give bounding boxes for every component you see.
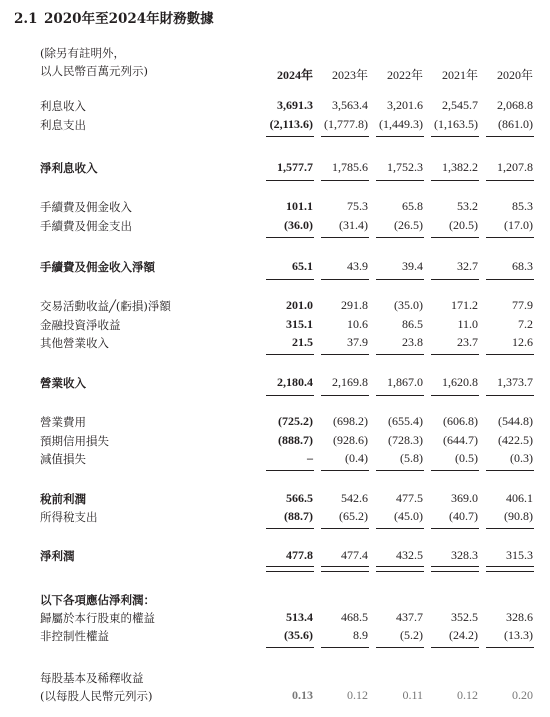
- row-label: 稅前利潤: [40, 492, 86, 506]
- cell-2022: 0.11: [402, 688, 423, 702]
- table-row-profit-before-tax: [0, 491, 550, 508]
- cell-2021: 2,545.7: [442, 98, 478, 112]
- cell-2020: (17.0): [504, 218, 533, 232]
- cell-2023: 8.9: [353, 628, 368, 642]
- cell-2024: 477.8: [286, 548, 313, 562]
- cell-2021: (1,163.5): [434, 117, 478, 131]
- underline: [431, 180, 479, 181]
- table-row-fee-income: [0, 199, 550, 216]
- double-underline: [431, 566, 479, 572]
- row-label: 手續費及佣金支出: [40, 219, 132, 233]
- cell-2022: (728.3): [388, 433, 423, 447]
- row-label: 利息收入: [40, 99, 86, 113]
- underline: [431, 237, 479, 238]
- underline: [266, 237, 314, 238]
- double-underline: [376, 566, 424, 572]
- cell-2023: (928.6): [333, 433, 368, 447]
- underline: [321, 354, 369, 355]
- cell-2024: 65.1: [292, 259, 313, 273]
- cell-2022: 1,867.0: [387, 375, 423, 389]
- underline: [376, 528, 424, 529]
- cell-2022: (35.0): [394, 298, 423, 312]
- cell-2021: 32.7: [457, 259, 478, 273]
- double-underline: [321, 566, 369, 572]
- row-label: 其他營業收入: [40, 336, 109, 350]
- cell-2020: (90.8): [504, 509, 533, 523]
- cell-2020: 68.3: [512, 259, 533, 273]
- cell-2021: (606.8): [443, 414, 478, 428]
- underline: [431, 279, 479, 280]
- table-row-fee-expense: [0, 218, 550, 235]
- cell-2021: 53.2: [457, 199, 478, 213]
- cell-2021: 11.0: [457, 317, 478, 331]
- table-row-net-profit: [0, 548, 550, 565]
- table-row-operating-income: [0, 375, 550, 392]
- cell-2021: 369.0: [451, 491, 478, 505]
- section-number: 2.1: [14, 11, 38, 27]
- cell-2022: (26.5): [394, 218, 423, 232]
- underline: [376, 136, 424, 137]
- cell-2021: 352.5: [451, 610, 478, 624]
- cell-2023: (698.2): [333, 414, 368, 428]
- cell-2020: 315.3: [506, 548, 533, 562]
- cell-2024: (2,113.6): [269, 117, 313, 131]
- table-row-eps: [0, 688, 550, 705]
- cell-2021: (644.7): [443, 433, 478, 447]
- cell-2022: (5.2): [400, 628, 423, 642]
- table-row-interest-income: [0, 98, 550, 115]
- table-row-attributable-heading: [0, 592, 550, 609]
- underline: [486, 528, 534, 529]
- cell-2020: 77.9: [512, 298, 533, 312]
- row-label: 利息支出: [40, 118, 86, 132]
- cell-2022: (45.0): [394, 509, 423, 523]
- table-row-other-income: [0, 335, 550, 352]
- cell-2024: 0.13: [292, 688, 313, 702]
- cell-2024: (88.7): [284, 509, 313, 523]
- column-header-2021: 2021年: [441, 68, 478, 82]
- row-label: (以每股人民幣元列示): [40, 689, 153, 703]
- cell-2023: (0.4): [345, 451, 368, 465]
- cell-2021: (40.7): [449, 509, 478, 523]
- cell-2020: (13.3): [504, 628, 533, 642]
- cell-2021: 23.7: [457, 335, 478, 349]
- row-label: 營業收入: [40, 376, 86, 390]
- cell-2020: (861.0): [498, 117, 533, 131]
- table-row-net-interest-income: [0, 160, 550, 177]
- column-header-2022: 2022年: [386, 68, 423, 82]
- cell-2024: (35.6): [284, 628, 313, 642]
- cell-2022: 23.8: [402, 335, 423, 349]
- cell-2024: 3,691.3: [277, 98, 313, 112]
- table-row-impairment-loss: [0, 451, 550, 468]
- cell-2023: 477.4: [341, 548, 368, 562]
- cell-2021: (20.5): [449, 218, 478, 232]
- table-row-expected-credit-loss: [0, 433, 550, 450]
- row-label: 以下各項應佔淨利潤：: [40, 593, 155, 607]
- section-heading: [14, 7, 214, 27]
- cell-2023: 542.6: [341, 491, 368, 505]
- underline: [431, 354, 479, 355]
- underline: [486, 395, 534, 396]
- cell-2020: (0.3): [510, 451, 533, 465]
- underline: [376, 180, 424, 181]
- underline: [431, 395, 479, 396]
- underline: [266, 180, 314, 181]
- cell-2022: 477.5: [396, 491, 423, 505]
- column-header-row: [0, 66, 550, 83]
- underline: [321, 136, 369, 137]
- row-label: 減值損失: [40, 452, 86, 466]
- cell-2023: 43.9: [347, 259, 368, 273]
- cell-2022: (1,449.3): [379, 117, 423, 131]
- underline: [486, 354, 534, 355]
- cell-2024: (888.7): [278, 433, 313, 447]
- row-label: 淨利息收入: [40, 161, 98, 175]
- column-header-2024: 2024年: [276, 68, 313, 82]
- cell-2023: 1,785.6: [332, 160, 368, 174]
- underline: [376, 237, 424, 238]
- underline: [321, 237, 369, 238]
- cell-2022: 432.5: [396, 548, 423, 562]
- cell-2021: 1,382.2: [442, 160, 478, 174]
- cell-2024: –: [307, 451, 313, 465]
- underline: [486, 237, 534, 238]
- cell-2022: (655.4): [388, 414, 423, 428]
- underline: [321, 647, 369, 648]
- cell-2020: (422.5): [498, 433, 533, 447]
- cell-2020: 0.20: [512, 688, 533, 702]
- cell-2022: (5.8): [400, 451, 423, 465]
- cell-2023: 468.5: [341, 610, 368, 624]
- row-label: 營業費用: [40, 415, 86, 429]
- row-label: 手續費及佣金收入淨額: [40, 260, 155, 274]
- underline: [431, 136, 479, 137]
- cell-2022: 1,752.3: [387, 160, 423, 174]
- table-row-income-tax: [0, 509, 550, 526]
- row-label: 歸屬於本行股東的權益: [40, 611, 155, 625]
- cell-2023: 10.6: [347, 317, 368, 331]
- cell-2020: 12.6: [512, 335, 533, 349]
- cell-2020: 85.3: [512, 199, 533, 213]
- cell-2021: (0.5): [455, 451, 478, 465]
- cell-2023: 37.9: [347, 335, 368, 349]
- underline: [486, 136, 534, 137]
- cell-2023: (1,777.8): [324, 117, 368, 131]
- cell-2022: 86.5: [402, 317, 423, 331]
- table-row-operating-expenses: [0, 414, 550, 431]
- underline: [266, 647, 314, 648]
- underline: [486, 647, 534, 648]
- cell-2020: 328.6: [506, 610, 533, 624]
- underline: [266, 136, 314, 137]
- underline: [321, 279, 369, 280]
- underline: [376, 395, 424, 396]
- underline: [266, 528, 314, 529]
- underline: [376, 279, 424, 280]
- double-underline: [486, 566, 534, 572]
- cell-2020: 1,207.8: [497, 160, 533, 174]
- row-label: 淨利潤: [40, 549, 75, 563]
- cell-2024: 201.0: [286, 298, 313, 312]
- underline: [431, 470, 479, 471]
- underline: [266, 470, 314, 471]
- cell-2023: (31.4): [339, 218, 368, 232]
- unit-note-line-1: (除另有註明外，: [40, 46, 125, 60]
- cell-2021: 171.2: [451, 298, 478, 312]
- underline: [266, 395, 314, 396]
- cell-2023: 2,169.8: [332, 375, 368, 389]
- underline: [321, 395, 369, 396]
- cell-2023: 0.12: [347, 688, 368, 702]
- cell-2021: (24.2): [449, 628, 478, 642]
- cell-2024: 21.5: [292, 335, 313, 349]
- row-label: 手續費及佣金收入: [40, 200, 132, 214]
- table-row-investment-gains: [0, 317, 550, 334]
- cell-2020: 1,373.7: [497, 375, 533, 389]
- underline: [431, 647, 479, 648]
- table-row-trading-gains: [0, 298, 550, 315]
- cell-2022: 3,201.6: [387, 98, 423, 112]
- unit-note-line-2: 以人民幣百萬元列示): [40, 64, 148, 78]
- cell-2022: 437.7: [396, 610, 423, 624]
- cell-2021: 1,620.8: [442, 375, 478, 389]
- underline: [486, 180, 534, 181]
- underline: [321, 180, 369, 181]
- cell-2024: 101.1: [286, 199, 313, 213]
- underline: [486, 279, 534, 280]
- cell-2023: 3,563.4: [332, 98, 368, 112]
- cell-2024: (36.0): [284, 218, 313, 232]
- row-label: 每股基本及稀釋收益: [40, 671, 144, 685]
- cell-2022: 39.4: [402, 259, 423, 273]
- row-label: 交易活動收益╱(虧損)淨額: [40, 299, 171, 313]
- cell-2020: 7.2: [518, 317, 533, 331]
- row-label: 金融投資淨收益: [40, 318, 121, 332]
- table-row-interest-expense: [0, 117, 550, 134]
- underline: [321, 470, 369, 471]
- table-row-shareholders-equity: [0, 610, 550, 627]
- cell-2024: 315.1: [286, 317, 313, 331]
- double-underline: [266, 566, 314, 572]
- cell-2024: 1,577.7: [277, 160, 313, 174]
- column-header-2020: 2020年: [496, 68, 533, 82]
- table-row-non-controlling-interests: [0, 628, 550, 645]
- table-row-net-fee-income: [0, 259, 550, 276]
- column-header-2023: 2023年: [331, 68, 368, 82]
- cell-2023: 75.3: [347, 199, 368, 213]
- underline: [431, 528, 479, 529]
- underline: [321, 528, 369, 529]
- table-row-eps-heading: [0, 670, 550, 687]
- cell-2024: (725.2): [278, 414, 313, 428]
- underline: [486, 470, 534, 471]
- cell-2024: 2,180.4: [277, 375, 313, 389]
- underline: [376, 647, 424, 648]
- cell-2023: 291.8: [341, 298, 368, 312]
- cell-2020: 2,068.8: [497, 98, 533, 112]
- cell-2024: 566.5: [286, 491, 313, 505]
- underline: [266, 354, 314, 355]
- underline: [376, 470, 424, 471]
- cell-2020: 406.1: [506, 491, 533, 505]
- underline: [266, 279, 314, 280]
- cell-2022: 65.8: [402, 199, 423, 213]
- cell-2024: 513.4: [286, 610, 313, 624]
- row-label: 預期信用損失: [40, 434, 109, 448]
- cell-2021: 0.12: [457, 688, 478, 702]
- row-label: 非控制性權益: [40, 629, 109, 643]
- cell-2023: (65.2): [339, 509, 368, 523]
- underline: [376, 354, 424, 355]
- cell-2020: (544.8): [498, 414, 533, 428]
- row-label: 所得稅支出: [40, 510, 98, 524]
- cell-2021: 328.3: [451, 548, 478, 562]
- section-title: 2020年至2024年財務數據: [44, 11, 214, 27]
